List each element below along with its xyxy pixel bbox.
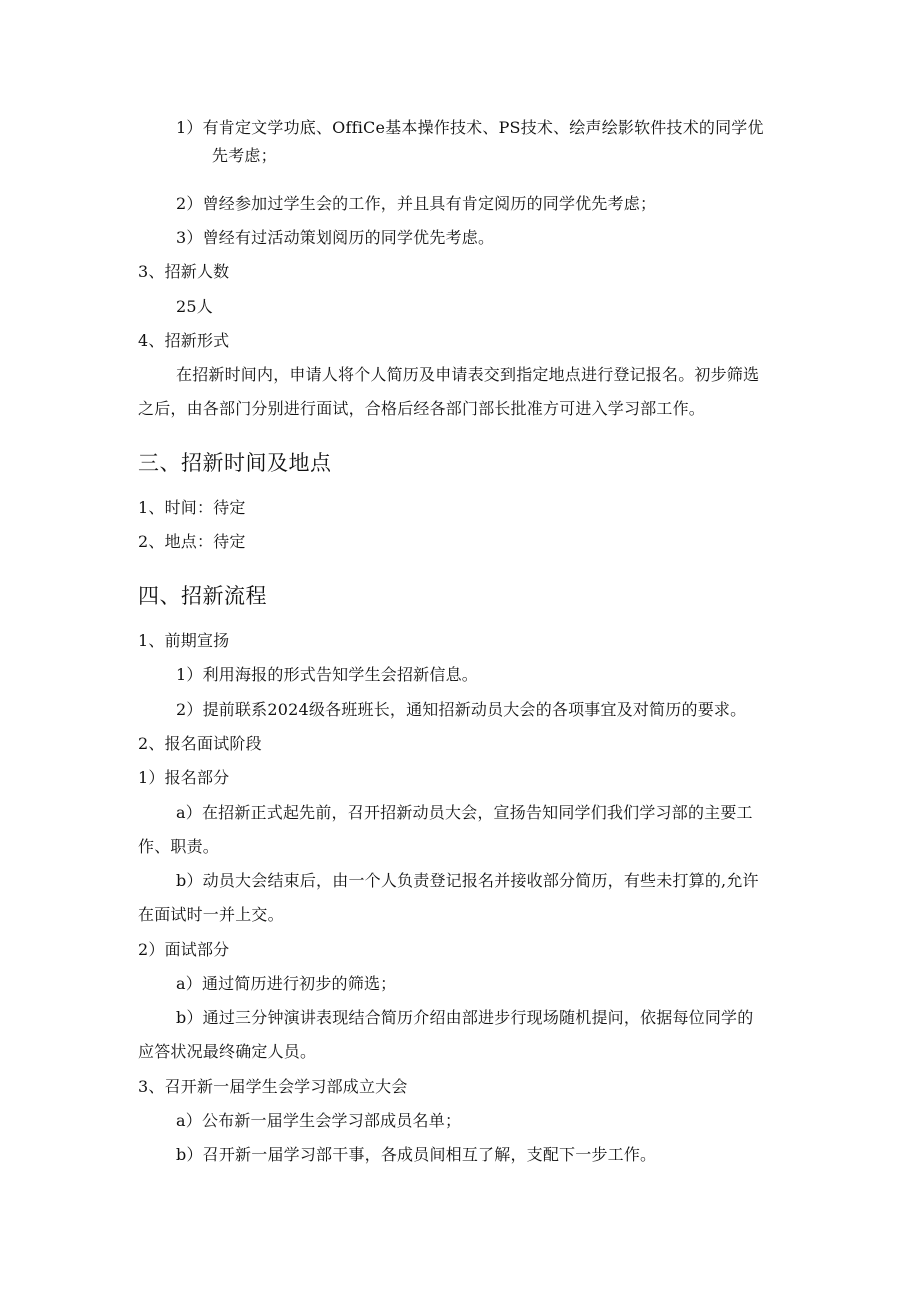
section-recruit-form: 4、招新形式 [138,331,230,350]
time-item: 1、时间：待定 [138,498,246,517]
process-step-2-sub-2-item-a: a）通过简历进行初步的筛选； [176,974,397,993]
process-step-2-sub-2-item-b: b）通过三分钟演讲表现结合简历介绍由部进步行现场随机提问，依据每位同学的 [176,1008,754,1027]
section-recruit-count: 3、招新人数 [138,262,230,281]
process-step-2-sub-2-item-b-continued: 应答状况最终确定人员。 [138,1042,317,1061]
process-step-2-sub-1-item-b: b）动员大会结束后，由一个人负责登记报名并接收部分简历，有些未打算的,允许 [176,871,759,890]
process-step-2: 2、报名面试阶段 [138,734,262,753]
process-step-2-sub-2: 2）面试部分 [138,940,230,959]
criteria-item-1-continued: 先考虑； [212,146,277,165]
recruit-form-paragraph-line-1: 在招新时间内，申请人将个人简历及申请表交到指定地点进行登记报名。初步筛选 [176,365,760,384]
criteria-item-1: 1）有肯定文学功底、OffiCe基本操作技术、PS技术、绘声绘影软件技术的同学优 [176,118,764,137]
criteria-item-2: 2）曾经参加过学生会的工作，并且具有肯定阅历的同学优先考虑； [176,194,657,213]
process-step-2-sub-1-item-a-continued: 作、职责。 [138,837,220,856]
heading-time-location: 三、招新时间及地点 [138,451,332,475]
heading-recruit-process: 四、招新流程 [138,584,267,608]
process-step-1-item-1: 1）利用海报的形式告知学生会招新信息。 [176,665,478,684]
process-step-3-item-b: b）召开新一届学习部干事，各成员间相互了解，支配下一步工作。 [176,1145,657,1164]
process-step-1: 1、前期宣扬 [138,631,230,650]
recruit-count-value: 25人 [176,297,213,316]
process-step-3: 3、召开新一届学生会学习部成立大会 [138,1077,408,1096]
process-step-2-sub-1-item-b-continued: 在面试时一并上交。 [138,905,284,924]
process-step-1-item-2: 2）提前联系2024级各班班长，通知招新动员大会的各项事宜及对简历的要求。 [176,700,747,719]
location-item: 2、地点：待定 [138,532,246,551]
process-step-2-sub-1: 1）报名部分 [138,768,230,787]
process-step-3-item-a: a）公布新一届学生会学习部成员名单； [176,1111,462,1130]
criteria-item-3: 3）曾经有过活动策划阅历的同学优先考虑。 [176,228,495,247]
process-step-2-sub-1-item-a: a）在招新正式起先前，召开招新动员大会，宣扬告知同学们我们学习部的主要工 [176,803,753,822]
recruit-form-paragraph-line-2: 之后，由各部门分别进行面试，合格后经各部门部长批准方可进入学习部工作。 [138,399,706,418]
